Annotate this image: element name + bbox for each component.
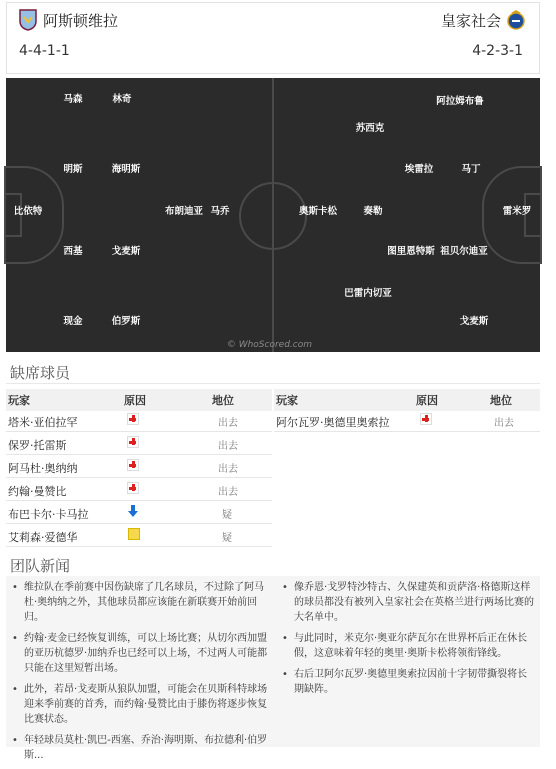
away-player[interactable]: 戈麦斯 [459,316,489,327]
away-player[interactable]: 祖贝尔迪亚 [440,246,488,257]
real-sociedad-crest-icon [507,9,525,31]
status-label: 出去 [218,418,238,429]
home-player[interactable]: 马乔 [210,206,230,217]
missing-row[interactable] [6,502,272,524]
news-item: • 此外，若昂·戈麦斯从狼队加盟，可能会在贝斯科特球场迎来季前赛的首秀，而约翰·曼赞比由于膝伤将逐步恢复比赛状态。 [10,682,272,727]
injury-icon [127,436,139,448]
away-news-list [280,580,536,703]
status-label: 出去 [218,464,238,475]
yellow-card-icon [128,528,140,540]
missing-row[interactable] [6,456,272,478]
player-name[interactable]: 塔米·亚伯拉罕 [8,416,78,429]
player-name[interactable]: 布巴卡尔·卡马拉 [8,508,89,521]
player-name[interactable]: 阿马杜·奥纳纳 [8,462,78,475]
col-reason: 原因 [416,394,438,407]
away-player[interactable]: 图里恩特斯 [387,246,435,257]
news-item: • 右后卫阿尔瓦罗·奥德里奥索拉因前十字韧带撕裂将长期缺阵。 [280,667,536,697]
home-team[interactable] [19,9,118,31]
away-player[interactable]: 巴雷内切亚 [344,288,392,299]
missing-row[interactable] [6,433,272,455]
divider [6,383,540,384]
home-player[interactable]: 比依特 [13,206,43,217]
status-label: 疑 [222,533,232,544]
player-name[interactable]: 保罗·托雷斯 [8,439,67,452]
away-team-name: 皇家社会 [440,11,501,30]
match-header [6,2,540,74]
home-news-list [10,580,272,769]
away-missing-header [274,389,540,411]
home-player[interactable]: 海明斯 [111,164,141,175]
home-team-name: 阿斯顿维拉 [43,11,119,30]
player-name[interactable]: 阿尔瓦罗·奥德里奥索拉 [276,416,390,429]
away-team[interactable] [441,9,525,31]
home-player[interactable]: 林奇 [112,94,132,105]
col-status: 地位 [490,394,512,407]
col-player: 玩家 [8,394,30,407]
away-player[interactable]: 雷米罗 [502,206,532,217]
home-player[interactable]: 伯罗斯 [111,316,141,327]
injury-icon [420,413,432,425]
home-player[interactable]: 西基 [63,246,83,257]
home-missing-header [6,389,272,411]
away-player[interactable]: 马丁 [461,164,481,175]
home-formation: 4-4-1-1 [19,43,70,59]
col-status: 地位 [212,394,234,407]
news-item: • 像乔恩·戈罗特沙特古、久保建英和贡萨洛·格德斯这样的球员都没有被列入皇家社会在英格兰进行两场比赛的大名单中。 [280,580,536,625]
injury-icon [127,482,139,494]
pitch-lineup [6,78,540,352]
missing-row[interactable] [6,525,272,547]
home-player[interactable]: 明斯 [63,164,83,175]
col-reason: 原因 [124,394,146,407]
status-label: 出去 [494,418,514,429]
news-item: • 与此同时，米克尔·奥亚尔萨瓦尔在世界杯后正在休长假，这意味着年轻的奥里·奥斯卡松将领衔锋线。 [280,631,536,661]
away-player[interactable]: 埃雷拉 [404,164,434,175]
status-label: 出去 [218,441,238,452]
injury-icon [127,413,139,425]
player-name[interactable]: 艾莉森·爱德华 [8,531,78,544]
whoscored-watermark: © WhoScored.com [226,340,312,350]
home-player[interactable]: 戈麦斯 [111,246,141,257]
player-name[interactable]: 约翰·曼赞比 [8,485,67,498]
arrow-down-icon [127,505,139,517]
center-circle [239,182,307,250]
away-player[interactable]: 奏勒 [363,206,383,217]
missing-row[interactable] [6,410,272,432]
home-player[interactable]: 布朗迪亚 [164,206,204,217]
aston-villa-crest-icon [19,9,37,31]
home-player[interactable]: 马森 [63,94,83,105]
status-label: 疑 [222,510,232,521]
status-label: 出去 [218,487,238,498]
missing-row[interactable] [6,479,272,501]
news-item: • 约翰·麦金已经恢复训练，可以上场比赛；从切尔西加盟的亚历杭德罗·加纳乔也已经可以上场，不过两人可能都只能在这里短暂出场。 [10,631,272,676]
away-player[interactable]: 阿拉姆布鲁 [436,96,484,107]
away-player[interactable]: 苏西克 [355,123,385,134]
missing-players-title: 缺席球员 [10,364,71,382]
news-item: • 年轻球员莫杜·凯巴-西塞、乔治·海明斯、布拉德利·伯罗斯... [10,733,272,763]
home-player[interactable]: 现金 [63,316,83,327]
away-player[interactable]: 奥斯卡松 [298,206,338,217]
away-formation: 4-2-3-1 [472,43,523,59]
col-player: 玩家 [276,394,298,407]
news-item: • 维拉队在季前赛中因伤缺席了几名球员，不过除了阿马杜·奥纳纳之外，其他球员都应该能在新联赛开始前回归。 [10,580,272,625]
team-news-title: 团队新闻 [10,557,71,575]
missing-row[interactable] [274,410,540,432]
injury-icon [127,459,139,471]
